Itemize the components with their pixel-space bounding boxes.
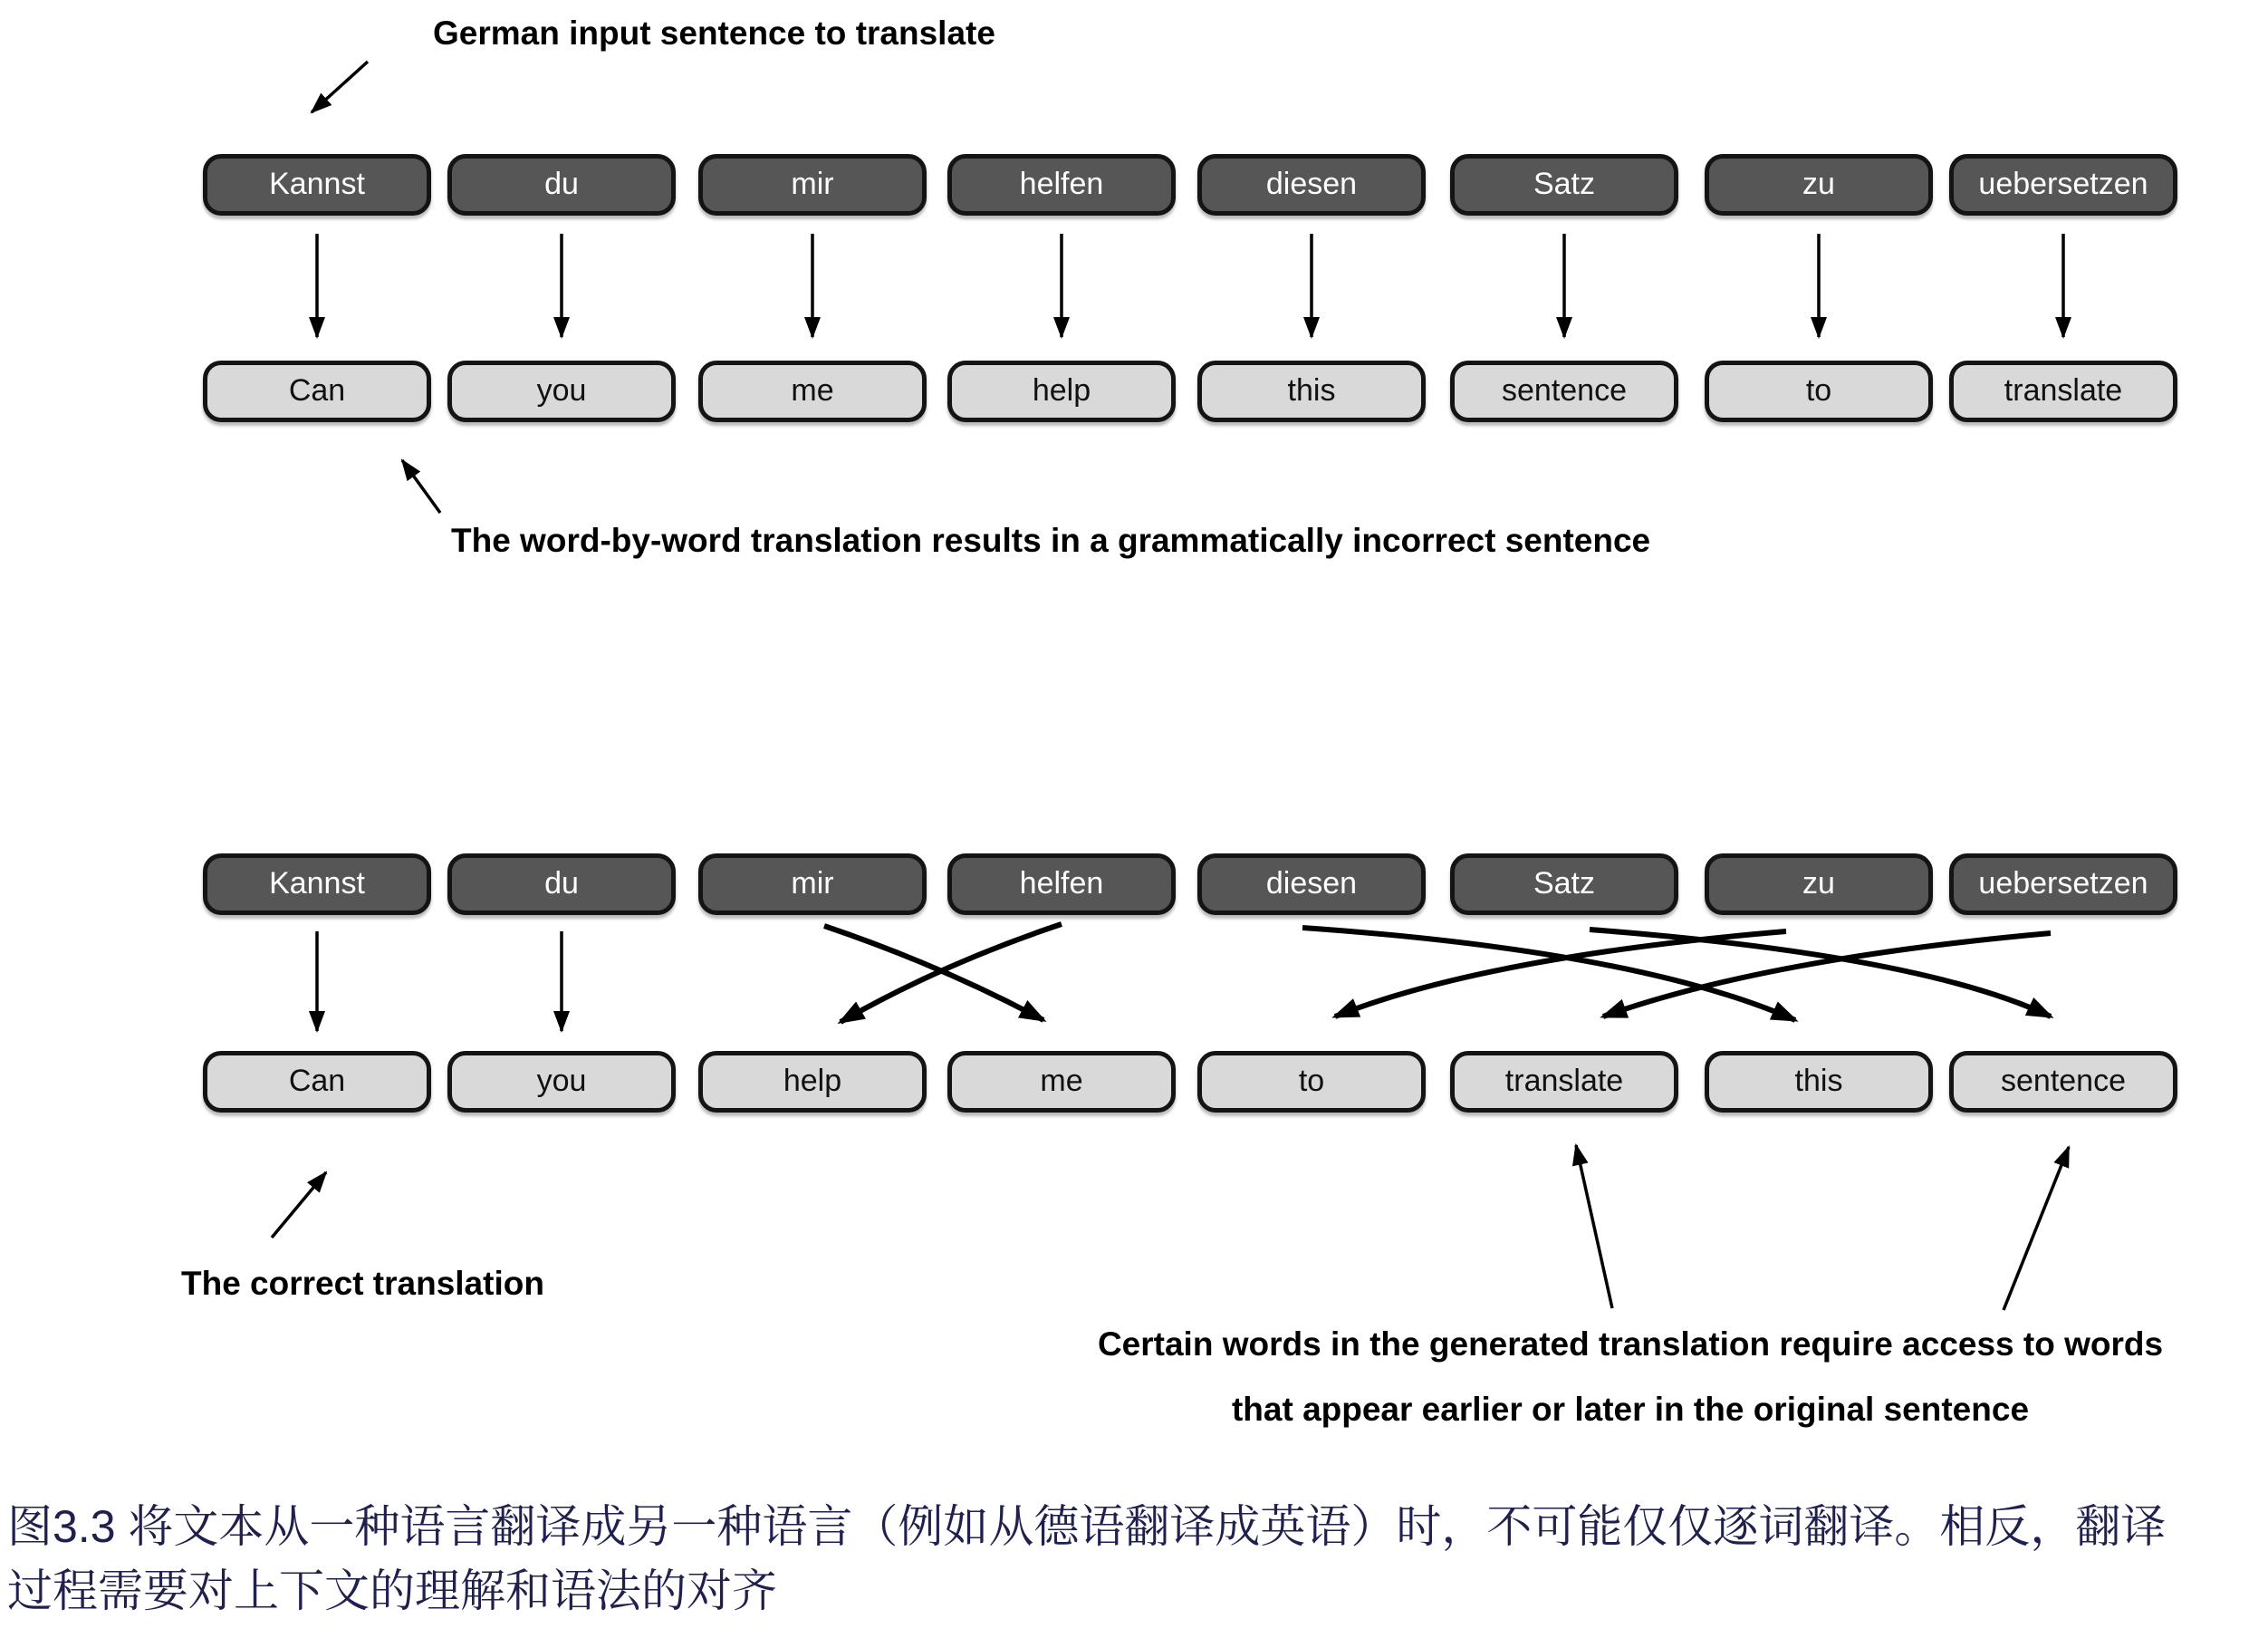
german-word-pill: zu xyxy=(1705,853,1933,915)
german-word-pill: diesen xyxy=(1197,154,1426,216)
german-word-pill: mir xyxy=(698,154,927,216)
german-word-pill: uebersetzen xyxy=(1949,853,2177,915)
arrow-uebersetzen-translate xyxy=(1603,933,2051,1017)
german-word-pill: helfen xyxy=(947,853,1176,915)
annotation-correct-translation: The correct translation xyxy=(181,1265,544,1302)
english-word-pill: to xyxy=(1705,361,1933,422)
german-word-pill: Satz xyxy=(1450,853,1678,915)
german-word-pill: Kannst xyxy=(203,154,431,216)
german-word-pill: zu xyxy=(1705,154,1933,216)
annotation-access-line1: Certain words in the generated translation require access to words xyxy=(1097,1325,2164,1363)
german-word-pill: du xyxy=(447,154,676,216)
german-word-pill: helfen xyxy=(947,154,1176,216)
english-word-pill: this xyxy=(1705,1051,1933,1113)
english-word-pill: you xyxy=(447,1051,676,1113)
arrow-annotation-access-translate xyxy=(1576,1145,1612,1308)
arrow-helfen-help xyxy=(841,924,1062,1022)
english-word-pill: help xyxy=(698,1051,927,1113)
arrow-annotation-access-sentence xyxy=(2004,1147,2069,1310)
annotation-german-input: German input sentence to translate xyxy=(433,14,995,52)
arrow-annotation-word-by-word xyxy=(402,460,440,513)
english-word-pill: Can xyxy=(203,1051,431,1113)
english-word-pill: you xyxy=(447,361,676,422)
german-word-pill: du xyxy=(447,853,676,915)
annotation-access-line2: that appear earlier or later in the original sentence xyxy=(1231,1391,2030,1428)
german-word-pill: uebersetzen xyxy=(1949,154,2177,216)
arrow-diesen-this xyxy=(1302,928,1795,1020)
figure-caption xyxy=(7,1495,2264,1624)
english-word-pill: me xyxy=(947,1051,1176,1113)
english-word-pill: translate xyxy=(1450,1051,1678,1113)
english-word-pill: Can xyxy=(203,361,431,422)
arrow-mir-me xyxy=(824,926,1043,1020)
arrow-zu-to xyxy=(1335,931,1786,1017)
figure-caption-line2: 过程需要对上下文的理解和语法的对齐 xyxy=(7,1566,777,1616)
annotation-access-words xyxy=(996,1312,2264,1442)
german-word-pill: Satz xyxy=(1450,154,1678,216)
arrow-satz-sentence xyxy=(1590,930,2051,1017)
english-word-pill: sentence xyxy=(1949,1051,2177,1113)
german-word-pill: diesen xyxy=(1197,853,1426,915)
figure-caption-line1: 图3.3 将文本从一种语言翻译成另一种语言（例如从德语翻译成英语）时，不可能仅仅逐词翻译。相反，翻译 xyxy=(7,1501,2167,1552)
german-word-pill: Kannst xyxy=(203,853,431,915)
english-word-pill: to xyxy=(1197,1051,1426,1113)
arrow-annotation-correct xyxy=(272,1172,326,1238)
english-word-pill: sentence xyxy=(1450,361,1678,422)
german-word-pill: mir xyxy=(698,853,927,915)
english-word-pill: this xyxy=(1197,361,1426,422)
english-word-pill: me xyxy=(698,361,927,422)
english-word-pill: translate xyxy=(1949,361,2177,422)
annotation-word-by-word: The word-by-word translation results in a grammatically incorrect sentence xyxy=(451,522,1651,559)
arrow-annotation-german-input xyxy=(312,62,368,112)
english-word-pill: help xyxy=(947,361,1176,422)
